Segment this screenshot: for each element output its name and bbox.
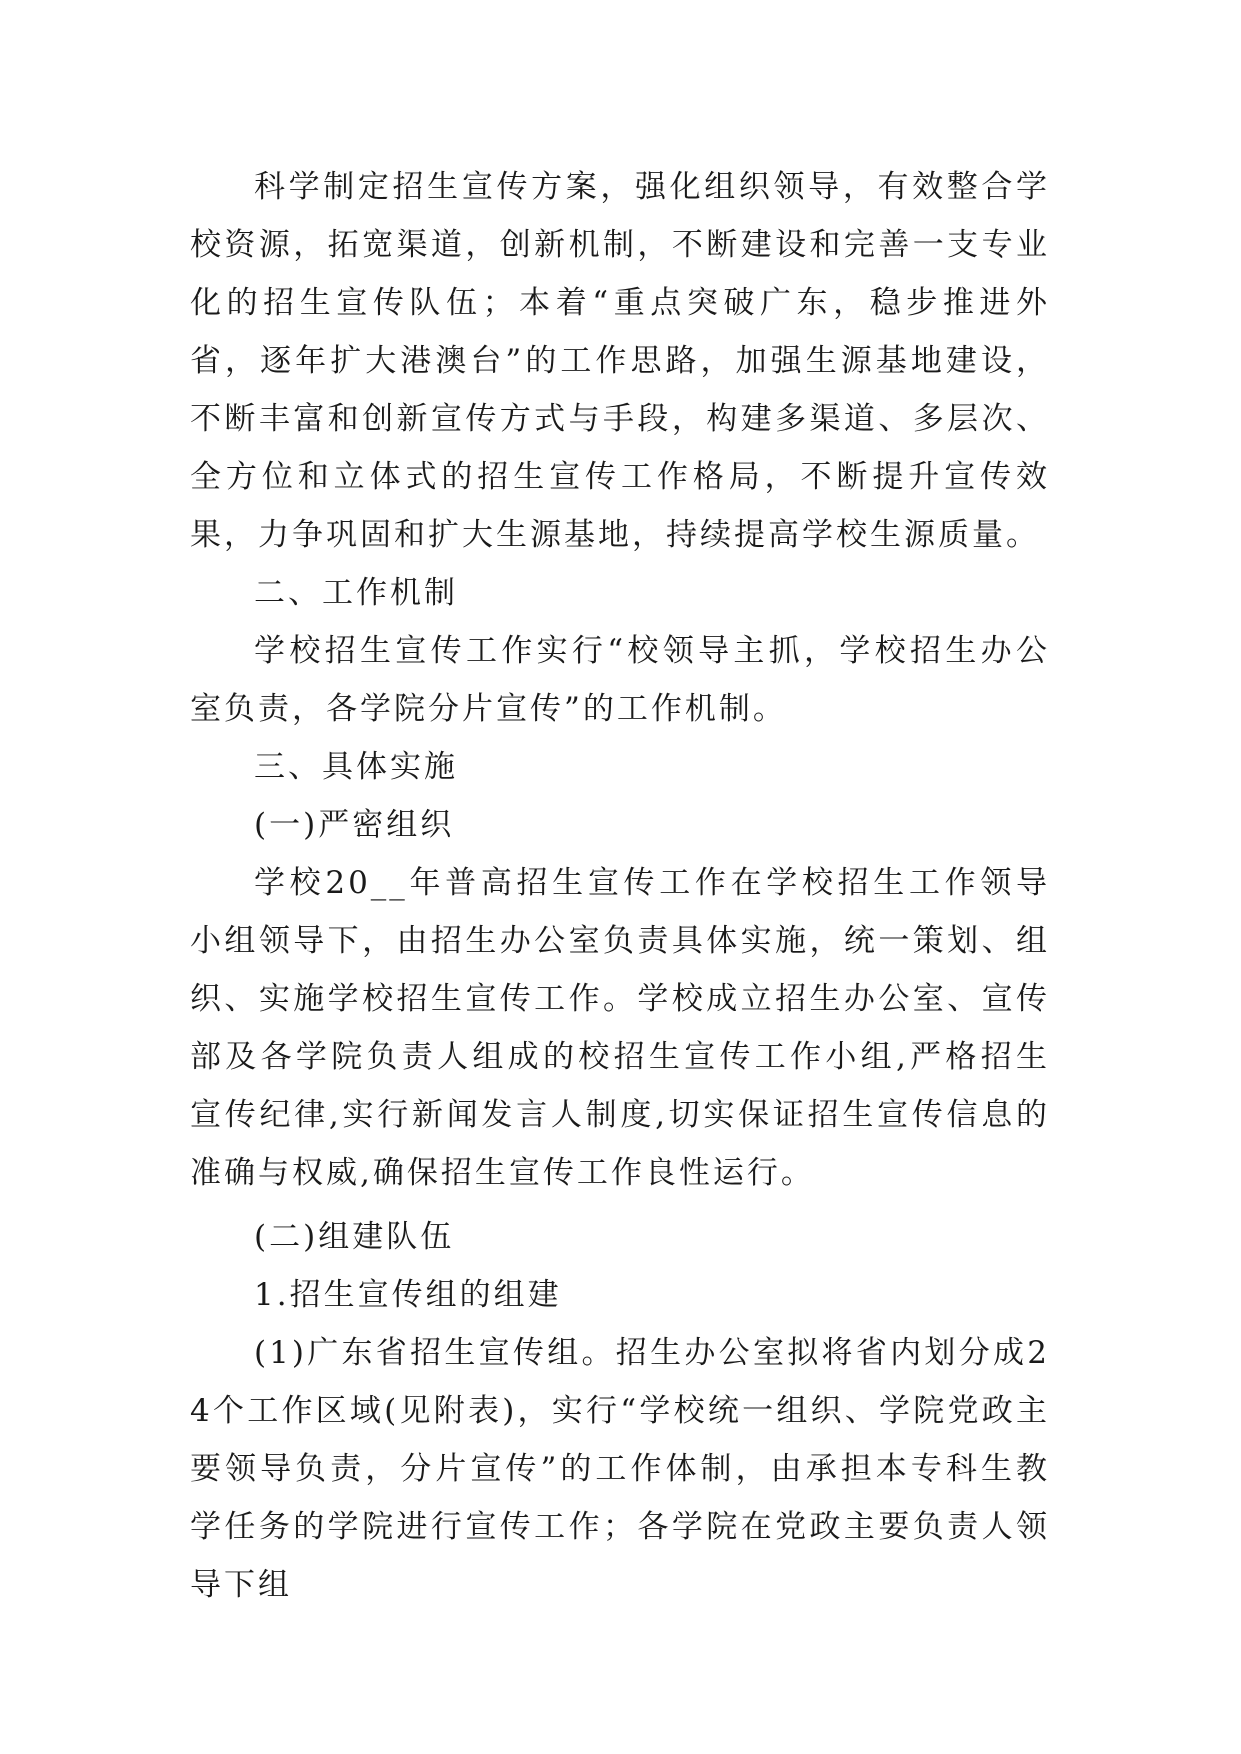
- paragraph-enrollment-plan: 科学制定招生宣传方案，强化组织领导，有效整合学校资源，拓宽渠道，创新机制，不断建设和完善一支专业化的招生宣传队伍；本着“重点突破广东，稳步推进外省，逐年扩大港澳台”的工作思路，加强生源基地建设，不断丰富和创新宣传方式与手段，构建多渠道、多层次、全方位和立体式的招生宣传工作格局，不断提升宣传效果，力争巩固和扩大生源基地，持续提高学校生源质量。: [190, 169, 1050, 553]
- paragraph-work-mechanism: 学校招生宣传工作实行“校领导主抓，学校招生办公室负责，各学院分片宣传”的工作机制。: [190, 633, 1050, 727]
- document-body: [190, 158, 1050, 1614]
- heading-group-formation: 1.招生宣传组的组建: [254, 1277, 562, 1313]
- paragraph-guangdong-group: (1)广东省招生宣传组。招生办公室拟将省内划分成24个工作区域(见附表)，实行“学校统一组织、学院党政主要领导负责，分片宣传”的工作体制，由承担本专科生教学任务的学院进行宣传工作；各学院在党政主要负责人领导下组: [190, 1335, 1050, 1603]
- paragraph-strict-organization: 学校20__年普高招生宣传工作在学校招生工作领导小组领导下，由招生办公室负责具体实施，统一策划、组织、实施学校招生宣传工作。学校成立招生办公室、宣传部及各学院负责人组成的校招生宣传工作小组,严格招生宣传纪律,实行新闻发言人制度,切实保证招生宣传信息的准确与权威,确保招生宣传工作良性运行。: [190, 865, 1050, 1191]
- heading-team-building: (二)组建队伍: [254, 1219, 455, 1255]
- heading-implementation: 三、具体实施: [254, 749, 458, 785]
- heading-strict-organization: (一)严密组织: [254, 807, 455, 843]
- heading-work-mechanism: 二、工作机制: [254, 575, 458, 611]
